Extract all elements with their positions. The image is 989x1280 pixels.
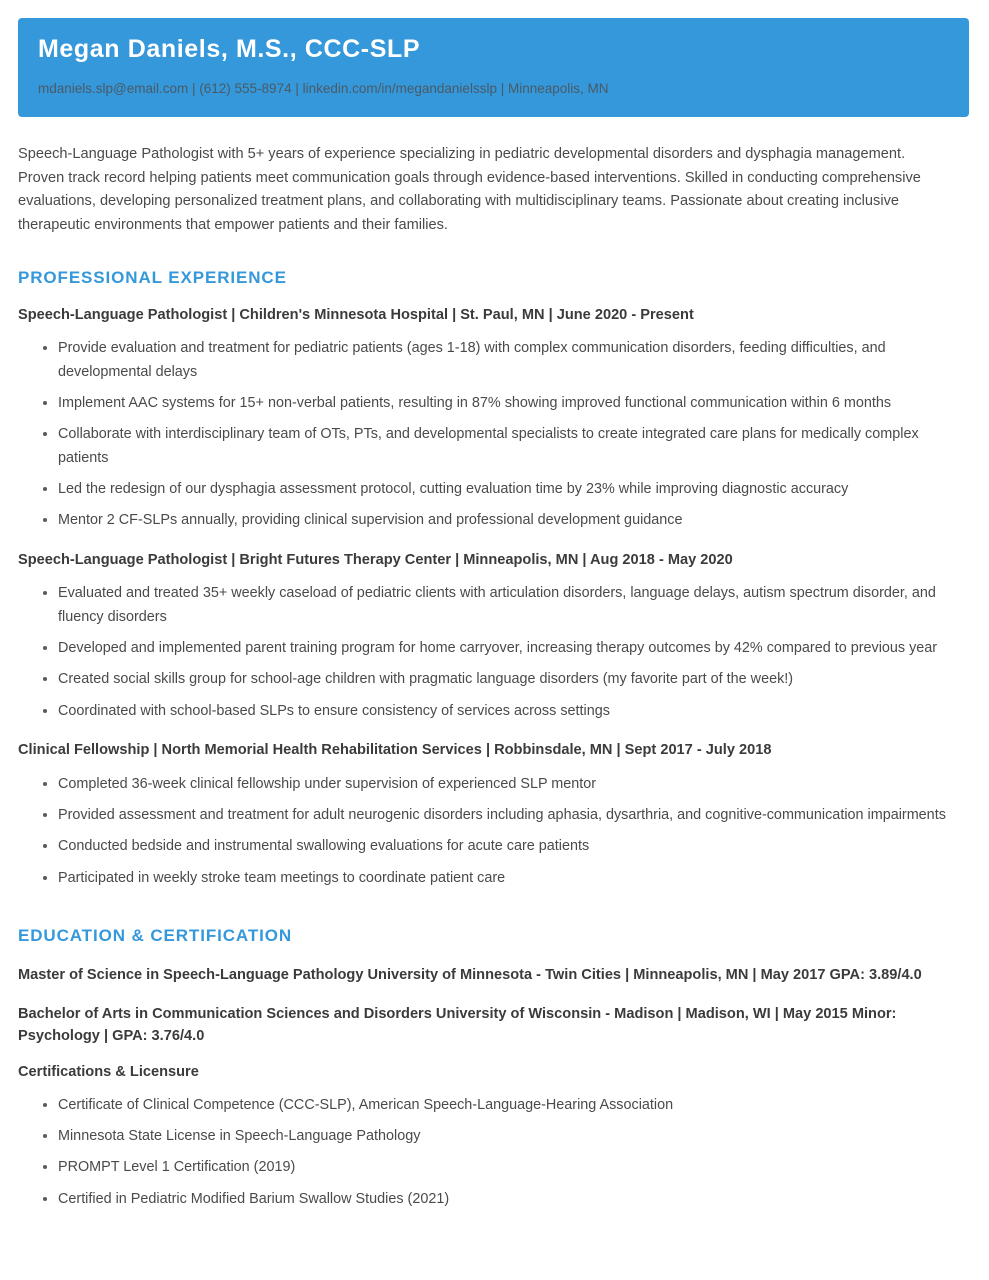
job-bullet-list (18, 582, 969, 723)
education-entry: Master of Science in Speech-Language Pathology University of Minnesota - Twin Cities | Minneapolis, MN | May 2017 GPA: 3.89/4.0 (18, 966, 922, 983)
certification-item: Certified in Pediatric Modified Barium Swallow Studies (2021) (18, 1188, 969, 1211)
job-bullet: Implement AAC systems for 15+ non-verbal patients, resulting in 87% showing improved functional communication within 6 months (18, 392, 969, 415)
job-bullet: Coordinated with school-based SLPs to ensure consistency of services across settings (18, 700, 969, 723)
job-bullet: Completed 36-week clinical fellowship under supervision of experienced SLP mentor (18, 773, 969, 796)
section-heading-experience: PROFESSIONAL EXPERIENCE (18, 267, 287, 287)
job-entry (18, 306, 969, 533)
job-entry (18, 741, 969, 890)
job-bullet-list (18, 337, 969, 532)
resume-header-banner (18, 18, 969, 117)
job-entry (18, 551, 969, 723)
certification-item: Certificate of Clinical Competence (CCC-SLP), American Speech-Language-Hearing Association (18, 1094, 969, 1117)
job-bullet: Evaluated and treated 35+ weekly caseload of pediatric clients with articulation disorders, language delays, autism spectrum disorder, and fluency disorders (18, 582, 969, 629)
job-bullet: Conducted bedside and instrumental swallowing evaluations for acute care patients (18, 835, 969, 858)
contact-info-line: mdaniels.slp@email.com | (612) 555-8974 | linkedin.com/in/megandanielsslp | Minneapolis, MN (38, 80, 609, 96)
section-heading-education: EDUCATION & CERTIFICATION (18, 925, 293, 945)
certification-list (18, 1094, 969, 1211)
candidate-name: Megan Daniels, M.S., CCC-SLP (38, 35, 421, 63)
job-bullet: Mentor 2 CF-SLPs annually, providing clinical supervision and professional development guidance (18, 509, 969, 532)
certification-item: Minnesota State License in Speech-Language Pathology (18, 1125, 969, 1148)
job-bullet: Created social skills group for school-age children with pragmatic language disorders (my favorite part of the week!) (18, 668, 969, 691)
section-education-certification (18, 926, 969, 1211)
education-entry: Bachelor of Arts in Communication Sciences and Disorders University of Wisconsin - Madison | Madison, WI | May 2015 Minor: Psychology | GPA: 3.76/4.0 (18, 1005, 897, 1045)
certification-item: PROMPT Level 1 Certification (2019) (18, 1156, 969, 1179)
job-bullet: Collaborate with interdisciplinary team of OTs, PTs, and developmental specialists to create integrated care plans for medically complex patients (18, 423, 969, 470)
job-bullet-list (18, 773, 969, 890)
professional-summary: Speech-Language Pathologist with 5+ years of experience specializing in pediatric developmental disorders and dysphagia management. Proven track record helping patients meet communication goals through evidence-based interventions. Skilled in conducting comprehensive evaluations, developing personalized treatment plans, and collaborating with multidisciplinary teams. Passionate about creating inclusive therapeutic environments that empower patients and their families. (18, 146, 921, 233)
job-bullet: Provide evaluation and treatment for pediatric patients (ages 1-18) with complex communication disorders, feeding difficulties, and developmental delays (18, 337, 969, 384)
job-bullet: Developed and implemented parent training program for home carryover, increasing therapy outcomes by 42% compared to previous year (18, 637, 969, 660)
job-bullet: Participated in weekly stroke team meetings to coordinate patient care (18, 867, 969, 890)
job-title: Clinical Fellowship | North Memorial Health Rehabilitation Services | Robbinsdale, MN | Sept 2017 - July 2018 (18, 741, 772, 758)
job-bullet: Led the redesign of our dysphagia assessment protocol, cutting evaluation time by 23% while improving diagnostic accuracy (18, 478, 969, 501)
job-bullet: Provided assessment and treatment for adult neurogenic disorders including aphasia, dysarthria, and cognitive-communication impairments (18, 804, 969, 827)
job-title: Speech-Language Pathologist | Bright Futures Therapy Center | Minneapolis, MN | Aug 2018 - May 2020 (18, 551, 733, 568)
section-professional-experience (18, 268, 969, 890)
job-title: Speech-Language Pathologist | Children's Minnesota Hospital | St. Paul, MN | June 2020 - Present (18, 306, 694, 323)
certifications-heading: Certifications & Licensure (18, 1063, 199, 1080)
